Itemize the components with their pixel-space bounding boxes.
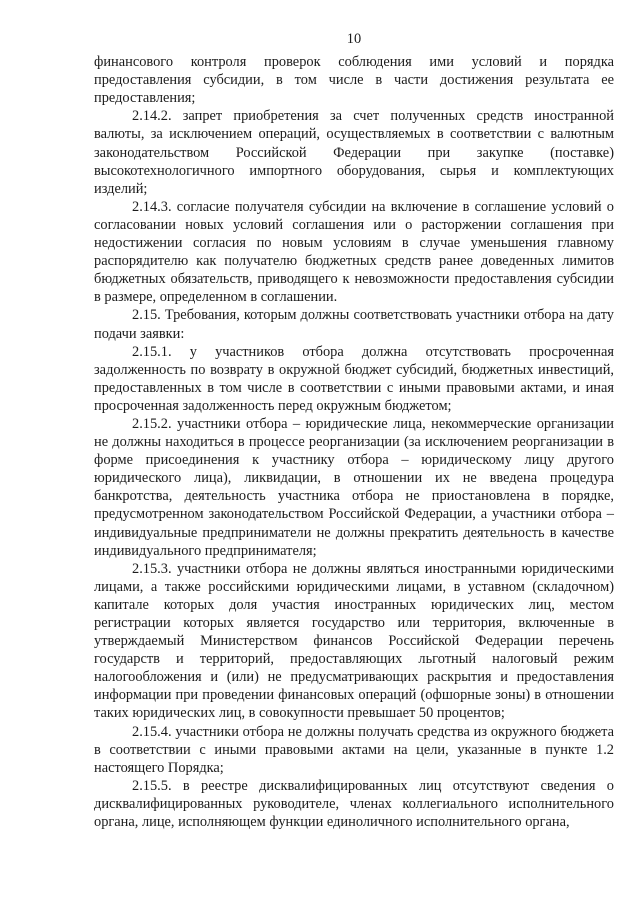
paragraph-2-15-1: 2.15.1. у участников отбора должна отсутствовать просроченная задолженность по возврату в окружной бюджет субсидий, бюджетных инвестиций, предоставленных в том числе в соответствии с иными правовыми актами, и иная просроченная задолженность перед окружным бюджетом;: [94, 343, 614, 414]
paragraph-2-15-5: 2.15.5. в реестре дисквалифицированных лиц отсутствуют сведения о дисквалифицированных руководителе, членах коллегиального исполнительного органа, лице, исполняющем функции единоличного исполнительного органа,: [94, 777, 614, 831]
paragraph-2-15: 2.15. Требования, которым должны соответствовать участники отбора на дату подачи заявки:: [94, 307, 614, 342]
paragraph-2-15-4: 2.15.4. участники отбора не должны получать средства из окружного бюджета в соответствии с иными правовыми актами на цели, указанные в пункте 1.2 настоящего Порядка;: [94, 723, 614, 776]
page-number: 10: [346, 31, 362, 47]
document-page: [94, 30, 614, 831]
paragraph-2-14-3: 2.14.3. согласие получателя субсидии на включение в соглашение условий о согласовании новых условий соглашения или о расторжении соглашения при недостижении согласия по новым условиям в случае уменьшения главному распорядителю как получателю бюджетных средств ранее доведенных лимитов бюджетных обязательств, приводящего к невозможности предоставления субсидии в размере, определенном в соглашении.: [94, 198, 614, 306]
paragraph-2-15-3: 2.15.3. участники отбора не должны являться иностранными юридическими лицами, а также российскими юридическими лицами, в уставном (складочном) капитале которых доля участия иностранных юридических лиц, местом регистрации которых является государство или территория, включенные в утверждаемый Министерством финансов Российской Федерации перечень государств и территорий, предоставляющих льготный налоговый режим налогообложения и (или) не предусматривающих раскрытия и предоставления информации при проведении финансовых операций (офшорные зоны) в отношении таких юридических лиц, в совокупности превышает 50 процентов;: [94, 560, 614, 722]
paragraph-2-14-2: 2.14.2. запрет приобретения за счет полученных средств иностранной валюты, за исключением операций, осуществляемых в соответствии с валютным законодательством Российской Федерации при закупке (поставке) высокотехнологичного импортного оборудования, сырья и комплектующих изделий;: [94, 108, 614, 197]
paragraph-continuation: финансового контроля проверок соблюдения ими условий и порядка предоставления субсидии, в том числе в части достижения результата ее предоставления;: [94, 54, 614, 107]
paragraph-2-15-2: 2.15.2. участники отбора – юридические лица, некоммерческие организации не должны находиться в процессе реорганизации (за исключением реорганизации в форме присоединения к участнику отбора – юридическому лицу другого юридического лица), ликвидации, в отношении их не введена процедура банкротства, деятельность участника отбора не приостановлена в порядке, предусмотренном законодательством Российской Федерации, а участники отбора – индивидуальные предприниматели не должны прекратить деятельность в качестве индивидуального предпринимателя;: [94, 415, 614, 559]
